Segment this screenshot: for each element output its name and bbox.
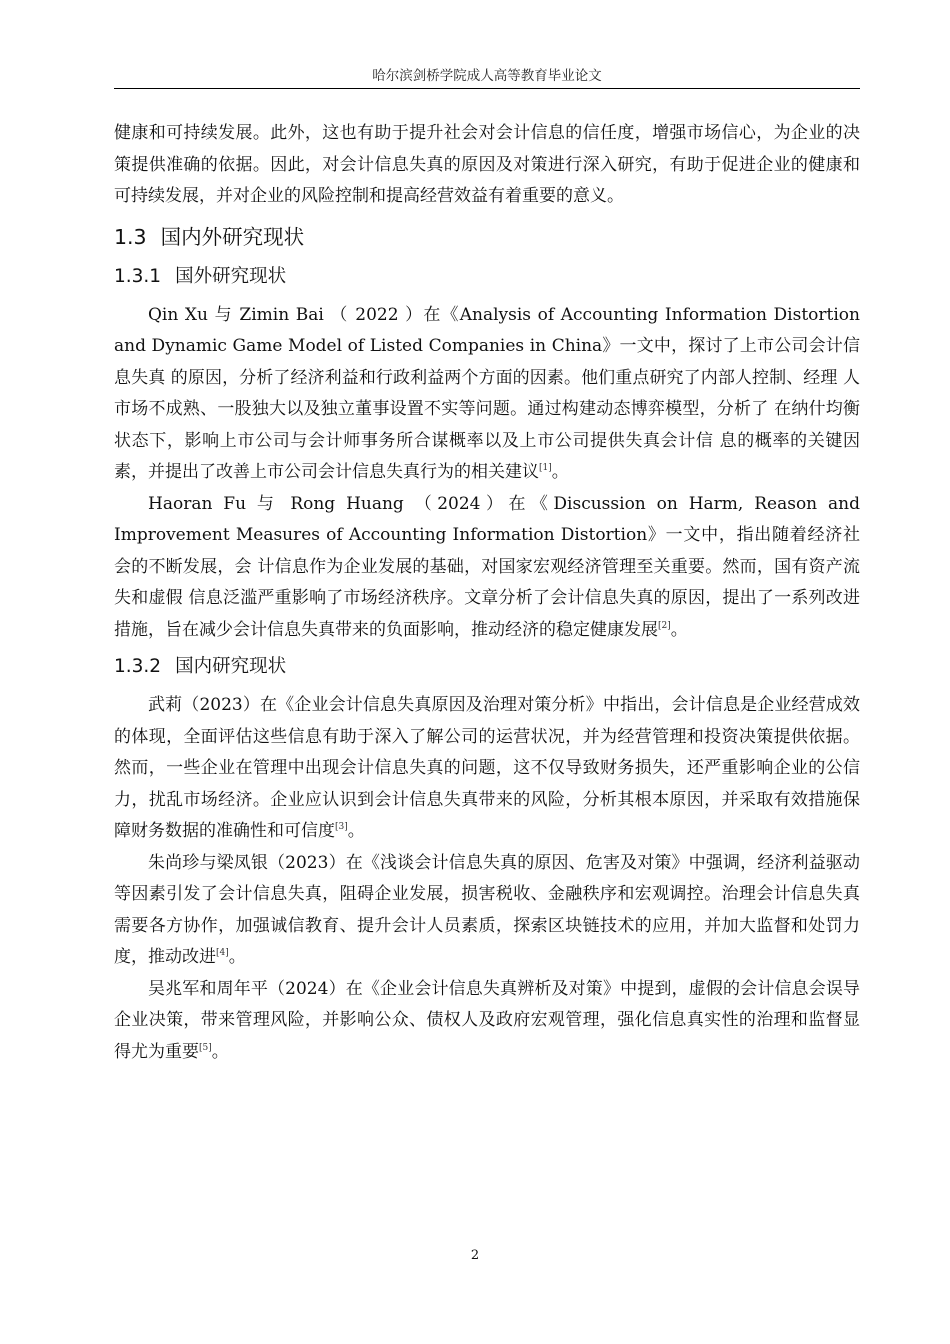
intro-paragraph: 健康和可持续发展。此外，这也有助于提升社会对会计信息的信任度，增强市场信心，为企业的决策提供准确的依据。因此，对会计信息失真的原因及对策进行深入研究，有助于促进企业的健康和可持续发展，并对企业的风险控制和提高经营效益有着重要的意义。: [114, 123, 860, 206]
citation-ref: [5]: [199, 1042, 212, 1053]
section-heading-1-3: [114, 222, 860, 252]
subsection-heading-1-3-1: [114, 262, 860, 292]
citation-ref: [4]: [216, 948, 229, 958]
section-number: 1.3: [114, 224, 147, 249]
header-rule: [114, 88, 860, 89]
citation-ref: [3]: [335, 822, 348, 832]
subsection-number: 1.3.1: [114, 265, 162, 287]
citation-ref: [2]: [658, 620, 671, 631]
paragraph-end: 。: [228, 947, 246, 967]
paragraph-end: 。: [211, 1041, 229, 1062]
section-title: 国内外研究现状: [160, 224, 305, 249]
running-header: 哈尔滨剑桥学院成人高等教育毕业论文: [372, 68, 602, 84]
paragraph-end: 。: [551, 462, 569, 482]
paragraph-end: 。: [670, 619, 688, 640]
paragraph-end: 。: [347, 821, 365, 841]
paragraph-domestic-3: [114, 974, 860, 1069]
citation-ref: [1]: [539, 463, 552, 473]
paragraph-text: 朱尚珍与梁凤银（2023）在《浅谈会计信息失真的原因、危害及对策》中强调，经济利益驱动等因素引发了会计信息失真，阻碍企业发展，损害税收、金融秩序和宏观调控。治理会计信息失真需要各方协作，加强诚信教育、提升会计人员素质，探索区块链技术的应用，并加大监督和处罚力度，推动改进: [114, 852, 860, 967]
paragraph-text: 吴兆军和周年平（2024）在《企业会计信息失真辨析及对策》中提到，虚假的会计信息会误导企业决策，带来管理风险，并影响公众、债权人及政府宏观管理，强化信息真实性的治理和监督显得尤为重要: [114, 978, 860, 1062]
paragraph-text: 武莉（2023）在《企业会计信息失真原因及治理对策分析》中指出，会计信息是企业经营成效的体现，全面评估这些信息有助于深入了解公司的运营状况，并为经营管理和投资决策提供依据。然而，一些企业在管理中出现会计信息失真的问题，这不仅导致财务损失，还严重影响企业的公信力，扰乱市场经济。企业应认识到会计信息失真带来的风险，分析其根本原因，并采取有效措施保障财务数据的准确性和可信度: [114, 695, 860, 841]
page-body: [114, 118, 860, 1068]
subsection-title: 国外研究现状: [175, 265, 287, 287]
subsection-number: 1.3.2: [114, 656, 162, 677]
page-number: 2: [470, 1248, 480, 1263]
paragraph-foreign-1: [114, 300, 860, 489]
paragraph-domestic-2: [114, 848, 860, 974]
subsection-heading-1-3-2: [114, 652, 860, 682]
paragraph-foreign-2: [114, 489, 860, 647]
subsection-title: 国内研究现状: [175, 656, 287, 677]
paragraph-text: Haoran Fu 与 Rong Huang （2024）在《Discussion on Harm, Reason and Improvement Measures of Accounting Information Distortion》一文中，指出随着经济社会的不断发展，会 计信息作为企业发展的基础，对国家宏观经济管理至关重要。然而，国有资产流失和虚假 信息泛滥严重影响了市场经济秩序。文章分析了会计信息失真的原因，提出了一系列改进 措施，旨在减少会计信息失真带来的负面影响，推动经济的稳定健康发展: [114, 493, 860, 640]
paragraph-domestic-1: [114, 690, 860, 848]
paragraph-text: Qin Xu 与 Zimin Bai （ 2022 ）在《Analysis of Accounting Information Distortion and Dynamic Game Model of Listed Companies in China》一文中，探讨了上市公司会计信息失真 的原因，分析了经济利益和行政利益两个方面的因素。他们重点研究了内部人控制、经理 人市场不成熟、一股独大以及独立董事设置不实等问题。通过构建动态博弈模型，分析了 在纳什均衡状态下，影响上市公司与会计师事务所合谋概率以及上市公司提供失真会计信 息的概率的关键因素，并提出了改善上市公司会计信息失真行为的相关建议: [114, 304, 860, 482]
